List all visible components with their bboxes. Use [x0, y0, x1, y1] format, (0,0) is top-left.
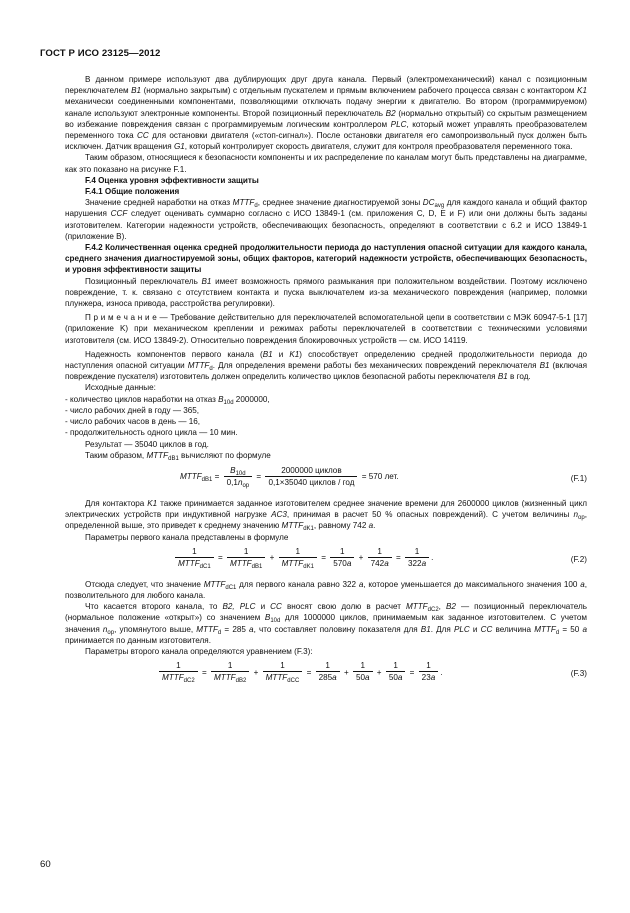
input-title: Исходные данные: — [85, 383, 156, 393]
note-text: — Требование действительно для переключателей вспомогательной цепи в соответствии с МЭК 60947-5-1 [17] (приложение K) при механическом креплении и режимах работы переключателей в соответствии с техническими условиями изготовителя (см. ИСО 13849-2). Относительно повреждения блокировочных устройств — см. ИСО 14119. — [65, 313, 587, 345]
input-item: - число рабочих дней в году — 365, — [65, 405, 200, 415]
note — [65, 312, 587, 346]
paragraph: Таким образом, $MTTF_{dB1}$ вычисляют по формуле — [85, 450, 271, 462]
subsection-heading: F.4.1 Общие положения — [85, 187, 180, 197]
formula-f3: $\frac{1}{MTTF_{dC2}}$ = $\frac{1}{MTTF_{dB2}}$ + $\frac{1}{MTTF_{dCC}}$ = $\frac{1}{285a}$ + $\frac{1}{50a}$ + $\frac{1}{50a}$ = $\frac{1}{23a}$ . (F.3) — [65, 660, 587, 690]
paragraph: Параметры второго канала определяются уравнением (F.3): — [85, 646, 313, 656]
formula-f1: $MTTF_{dB1}$ = $\frac{B_{10d}}{0,1n_{op}}$ = $\frac{\text{2000000 циклов}}{\text{0,1×35040 циклов / год}}$ = 570 лет. (F.1) — [180, 465, 587, 489]
paragraph: Таким образом, относящиеся к безопасности компоненты и их распределение по каналам могут быть представлены на диаграмме, как это показано на рисунке F.1. — [65, 153, 587, 174]
section-heading: F.4 Оценка уровня эффективности защиты — [85, 175, 259, 185]
paragraph: Для контактора K1 также принимается заданное изготовителем среднее значение времени для 2600000 циклов (жизненный цикл электрических устройств при индуктивной нагрузке AC3, принимая в расчет 50 % опасных повреждений). С учетом величины $n_{op}$, определенной выше, это приведет к среднему значению $MTTF_{dK1}$, равному 742 a. — [65, 498, 587, 533]
formula-f2: $\frac{1}{MTTF_{dC1}}$ = $\frac{1}{MTTF_{dB1}}$ + $\frac{1}{MTTF_{dK1}}$ = $\frac{1}{570a}$ + $\frac{1}{742a}$ = $\frac{1}{322a}$ . (F.2) — [65, 546, 587, 576]
document-body — [65, 74, 587, 690]
note-label: П р и м е ч а н и е — [85, 313, 157, 323]
document-header: ГОСТ Р ИСО 23125—2012 — [40, 48, 161, 59]
equation-number: (F.2) — [570, 554, 587, 564]
result: Результат — 35040 циклов в год. — [85, 439, 209, 449]
page-number: 60 — [40, 859, 51, 870]
paragraph: В данном примере используют два дублирующих друг друга канала. Первый (электромеханический) канал с позиционным переключателем B1 (нормально закрытым) с отдельным пускателем и прямым включением рабочего процесса связан с контактором K1 механически соединенными компонентами, позволяющими отключать подачу энергии к двигателю. Во втором (программируемом) канале используют электронные компоненты. Второй позиционный переключатель B2 (нормально открытый) со скрытым размещением во избежание повреждения связан с программируемым логическим контроллером PLC, который может управлять преобразователем переменного тока CC для остановки двигателя («стоп-сигнал»). После остановки двигателя его самопроизвольный пуск должен быть исключен. Датчик вращения G1, который контролирует скорость двигателя, служит для контроля преобразователя переменного тока. — [65, 75, 587, 152]
paragraph: Отсюда следует, что значение $MTTF_{dC1}$ для первого канала равно 322 a, которое уменьшается до максимального значения 100 a, позволительного для любого канала. — [65, 579, 587, 600]
paragraph: Позиционный переключатель B1 имеет возможность прямого размыкания при положительном воздействии. Поэтому исключено повреждение, т. к. связано с отсутствием контакта и пуска выключателем из-за механического повреждения (например, поломки плунжера, износа привода, расстройства регулировки). — [65, 276, 587, 309]
equation-number: (F.1) — [570, 473, 587, 483]
subsection-heading: F.4.2 Количественная оценка средней продолжительности периода до наступления опасной ситуации для каждого канала, среднего значения диагностируемой зоны, общих факторов, категорий надежности устройств, обеспечивающих безопасность, и уровня эффективности защиты — [65, 243, 587, 275]
paragraph: Параметры первого канала представлены в формуле — [85, 532, 289, 542]
paragraph: Что касается второго канала, то B2, PLC и CC вносят свою долю в расчет $MTTF_{dC2}$, B2 — позиционный переключатель (нормальное положение «открыт») со значением $B_{10d}$ для 1000000 циклов, принимаемым как заданное изготовителем. С учетом значения $n_{op}$, упомянутого выше, $MTTF_d = 285$ a, что составляет половину показателя для B1. Для PLC и CC величина $MTTF_d = 50$ a принимается по данным изготовителя. — [65, 602, 587, 645]
input-item: - число рабочих часов в день — 16, — [65, 417, 201, 427]
paragraph: Значение средней наработки на отказ $MTTF_d$, среднее значение диагностируемой зоны $DC_{avg}$ для каждого канала и общий фактор нарушения CCF следует оценивать суммарно согласно с ИСО 13849-1 (см. приложения C, D, E и F) или они должны быть заданы изготовителем. Категории надежности устройств, обеспечивающих безопасность, определяют в соответствии с 6.2 и ИСО 13849-1 (приложение B). — [65, 198, 587, 241]
paragraph: Надежность компонентов первого канала (B1 и K1) способствует определению средней продолжительности периода до наступления опасной ситуации $MTTF_d$. Для определения времени работы без механических повреждений переключателя B1 (включая повреждение пускателя) изготовитель должен определить количество циклов безопасной работы переключателя B1 в год. — [65, 349, 587, 382]
input-item: - количество циклов наработки на отказ $B_{10d}$ 2000000, — [65, 394, 270, 406]
input-item: - продолжительность одного цикла — 10 мин. — [65, 428, 238, 438]
equation-number: (F.3) — [570, 669, 587, 679]
